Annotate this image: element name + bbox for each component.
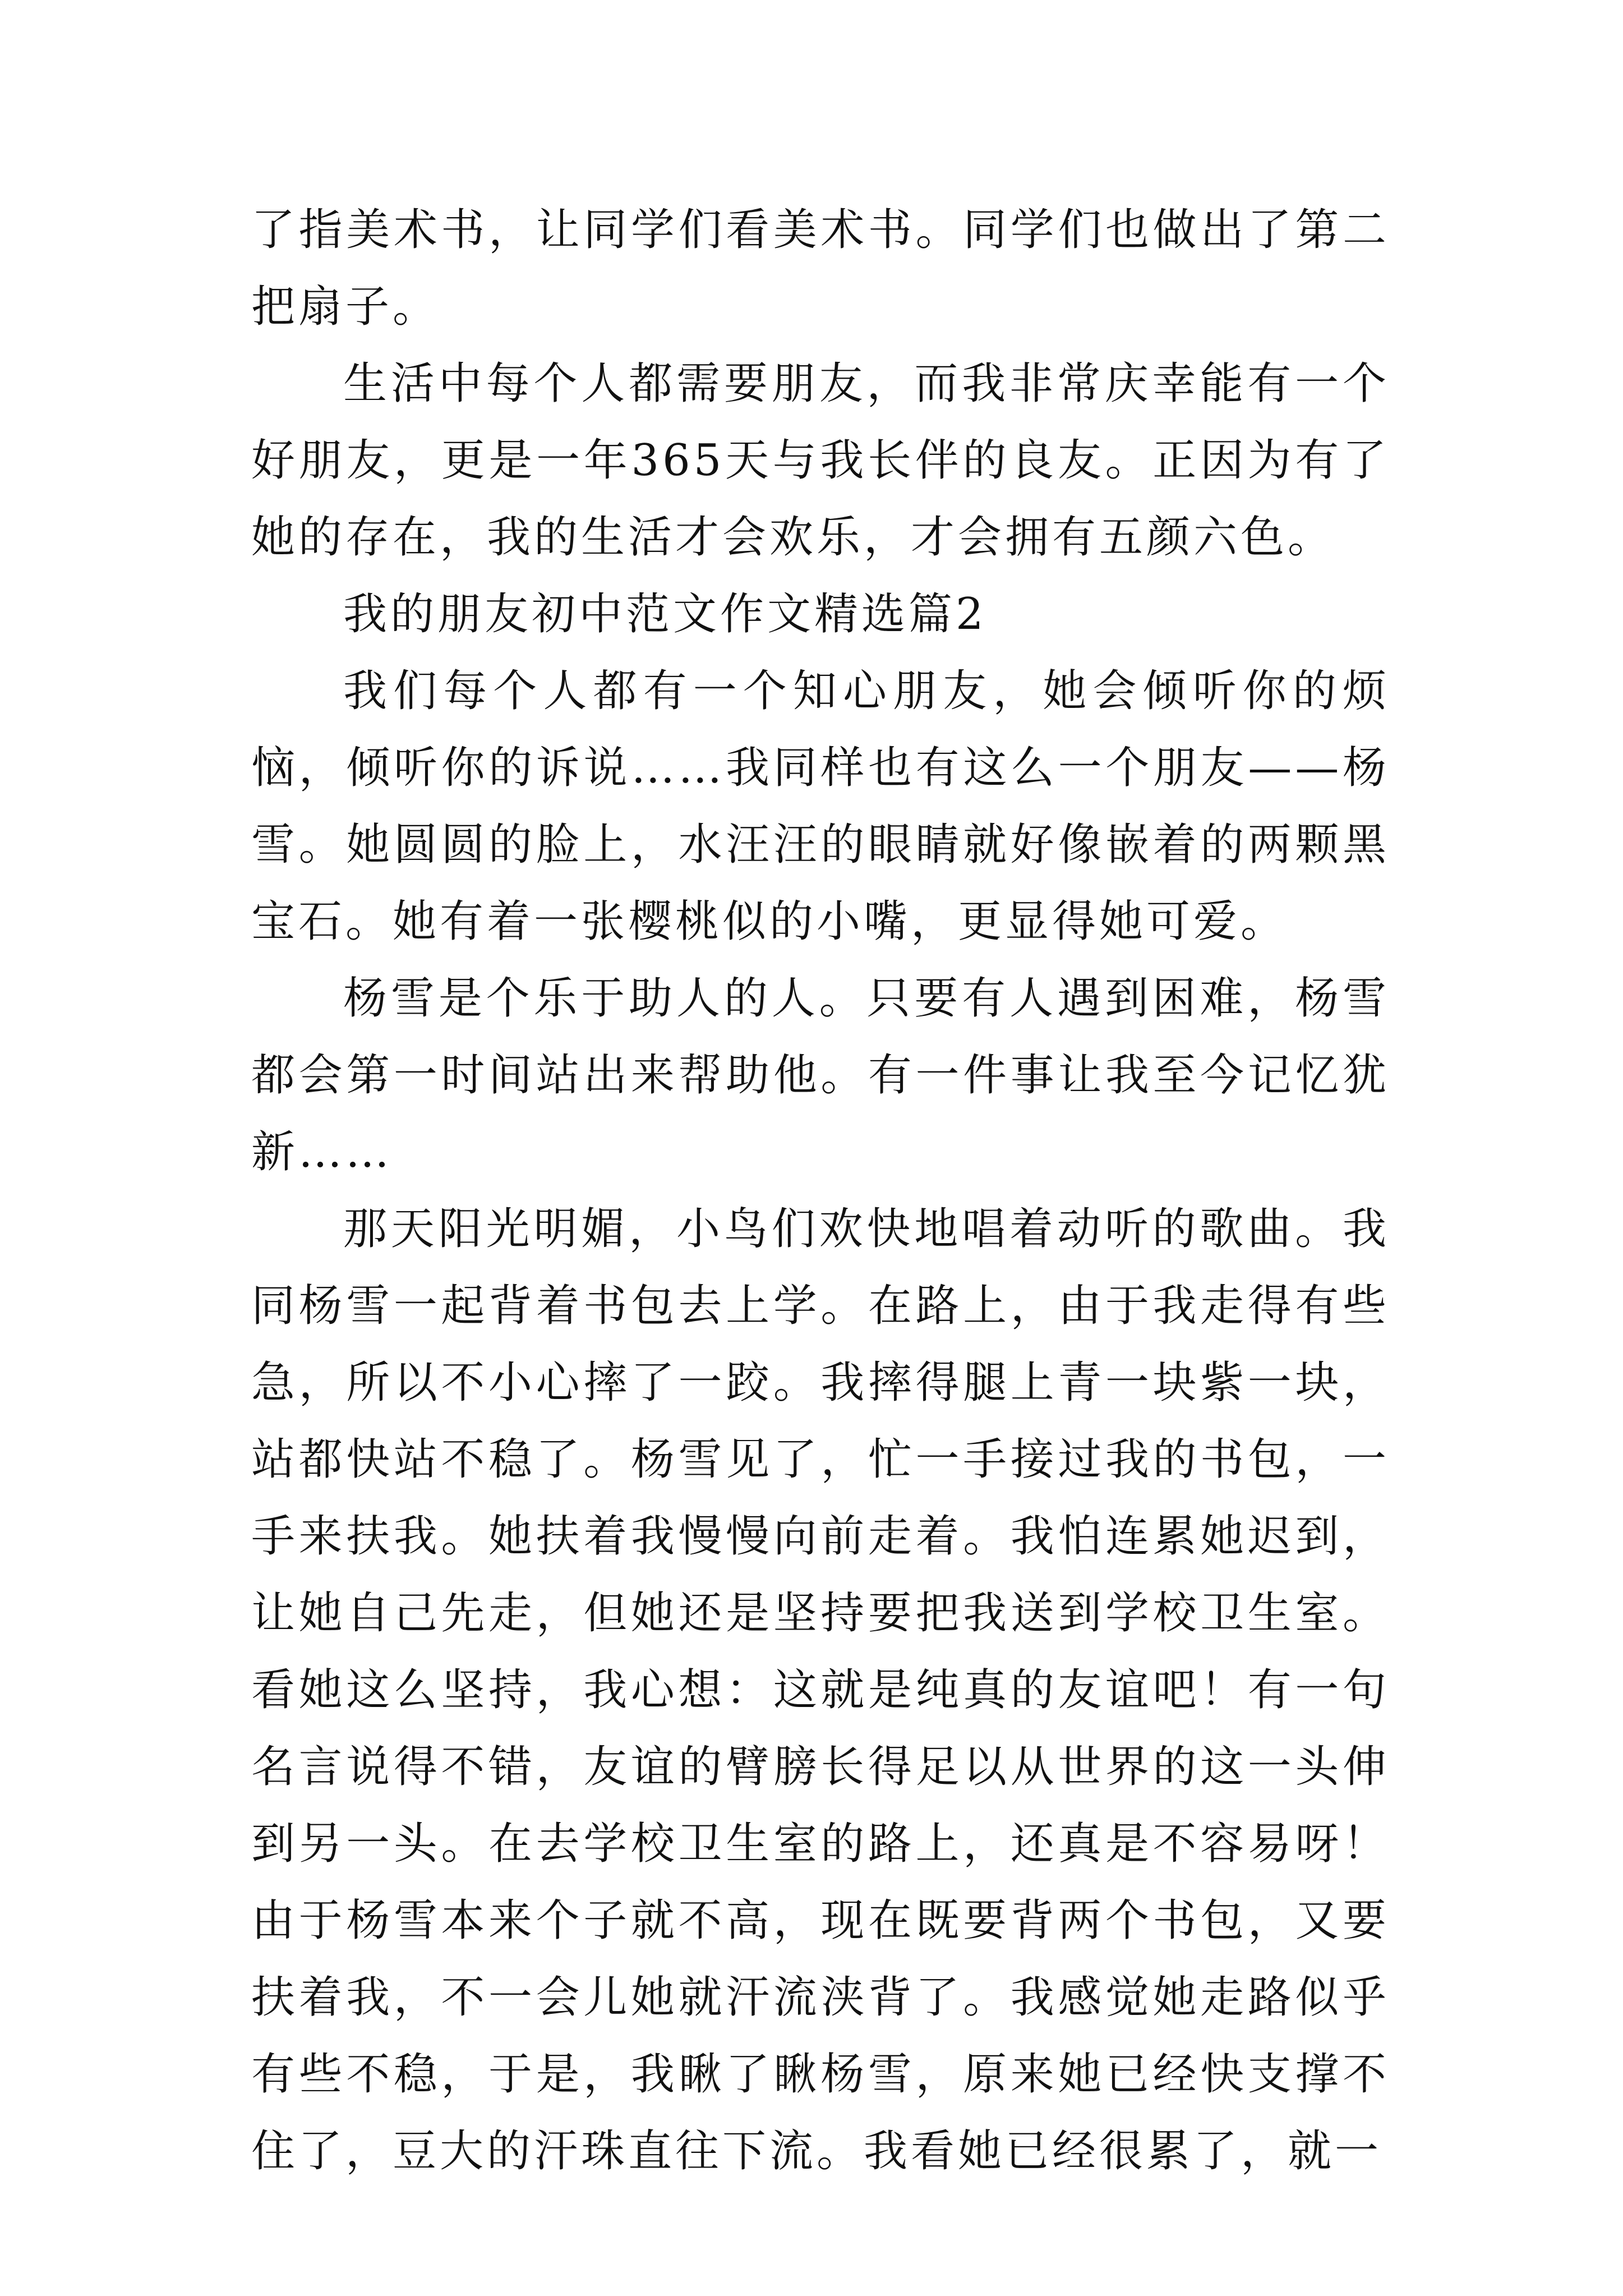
paragraph-continuation: 了指美术书，让同学们看美术书。同学们也做出了第二把扇子。 [251,205,1390,332]
paragraph: 那天阳光明媚，小鸟们欢快地唱着动听的歌曲。我同杨雪一起背着书包去上学。在路上，由于我走得有些急，所以不小心摔了一跤。我摔得腿上青一块紫一块，站都快站不稳了。杨雪见了，忙一手接过我的书包，一手来扶我。她扶着我慢慢向前走着。我怕连累她迟到，让她自己先走，但她还是坚持要把我送到学校卫生室。看她这么坚持，我心想：这就是纯真的友谊吧！有一句名言说得不错，友谊的臂膀长得足以从世界的这一头伸到另一头。在去学校卫生室的路上，还真是不容易呀！由于杨雪本来个子就不高，现在既要背两个书包，又要扶着我，不一会儿她就汗流浃背了。我感觉她走路似乎有些不稳，于是，我瞅了瞅杨雪，原来她已经快支撑不住了，豆大的汗珠直往下流。我看她已经很累了，就一 [251,1204,1390,2177]
article-body [251,192,1390,2190]
paragraph: 我们每个人都有一个知心朋友，她会倾听你的烦恼，倾听你的诉说……我同样也有这么一个朋友——杨雪。她圆圆的脸上，水汪汪的眼睛就好像嵌着的两颗黑宝石。她有着一张樱桃似的小嘴，更显得她可爱。 [251,666,1390,947]
paragraph: 生活中每个人都需要朋友，而我非常庆幸能有一个好朋友，更是一年365天与我长伴的良友。正因为有了她的存在，我的生活才会欢乐，才会拥有五颜六色。 [251,358,1390,563]
section-heading: 我的朋友初中范文作文精选篇2 [343,589,987,639]
paragraph: 杨雪是个乐于助人的人。只要有人遇到困难，杨雪都会第一时间站出来帮助他。有一件事让我至今记忆犹新…… [251,973,1390,1177]
